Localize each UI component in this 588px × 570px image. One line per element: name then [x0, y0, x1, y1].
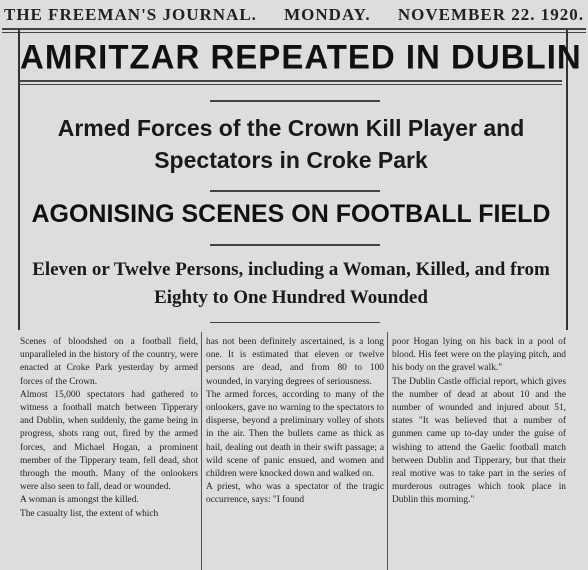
article-paragraph: A woman is amongst the killed. [20, 495, 139, 506]
subheadline-casualties: Eleven or Twelve Persons, including a Woman, Killed, and from Eighty to One Hundred Wounded [32, 259, 550, 308]
article-column-3 [392, 336, 566, 508]
masthead-paper-name: THE FREEMAN'S JOURNAL. [4, 5, 257, 24]
article-paragraph: Scenes of bloodshed on a football field, unparalleled in the history of the country, were enacted at Croke Park yesterday by armed forces of the Crown. [20, 337, 198, 387]
article-paragraph: A priest, who was a spectator of the tragic occurrence, says: "I found [206, 482, 384, 506]
article-paragraph: poor Hogan lying on his back in a pool of blood. His feet were on the playing pitch, and his body on the gravel walk." [392, 337, 566, 374]
column-rule [201, 332, 202, 570]
headline-divider [210, 190, 380, 192]
article-paragraph: has not been definitely ascertained, is a long one. It is estimated that eleven or twelve persons are dead, and from 80 to 100 wounded, in varying degrees of seriousness. [206, 337, 384, 387]
article-paragraph: The Dublin Castle official report, which gives the number of dead at about 10 and the number of wounded and injured about 51, states "It was believed that a number of gunmen came up to-day under the guise of wishing to attend the Gaelic football match between Dublin and Tipperary, but that their real motive was to take part in the series of murderous outrages which took place in Dublin this morning." [392, 376, 566, 506]
headline-divider [210, 100, 380, 102]
subheadline-agonising-scenes: AGONISING SCENES ON FOOTBALL FIELD [31, 200, 551, 228]
masthead-date: NOVEMBER 22. 1920. [397, 5, 584, 24]
headline-divider [210, 244, 380, 246]
article-paragraph: The casualty list, the extent of which [20, 508, 159, 519]
article-column-1 [20, 336, 198, 521]
main-headline: AMRITZAR REPEATED IN DUBLIN [20, 37, 582, 76]
subheadline-armed-forces: Armed Forces of the Crown Kill Player and Spectators in Croke Park [57, 115, 525, 173]
column-rule [387, 332, 388, 570]
masthead-day: MONDAY. [284, 5, 371, 24]
article-paragraph: The armed forces, according to many of the onlookers, gave no warning to the spectators to disperse, beyond a preliminary volley of shots in the air. Then the bullets came as thick as hail, dealing out death in their swift passage; a wild scene of panic ensued, and women and children were knocked down and walked on. [206, 389, 384, 480]
headline-divider [20, 80, 562, 82]
headline-divider [20, 84, 562, 85]
article-paragraph: Almost 15,000 spectators had gathered to witness a football match between Tipperary and Dublin, when suddenly, the game being in progress, shots rang out, fired by the armed forces, and Michael Hogan, a prominent member of the Tipperary team, fell dead, shot through the mouth. Many of the onlookers were also seen to fall, dead or wounded. [20, 389, 198, 493]
article-column-2 [206, 336, 384, 508]
masthead [4, 2, 584, 28]
headline-divider [210, 322, 380, 323]
